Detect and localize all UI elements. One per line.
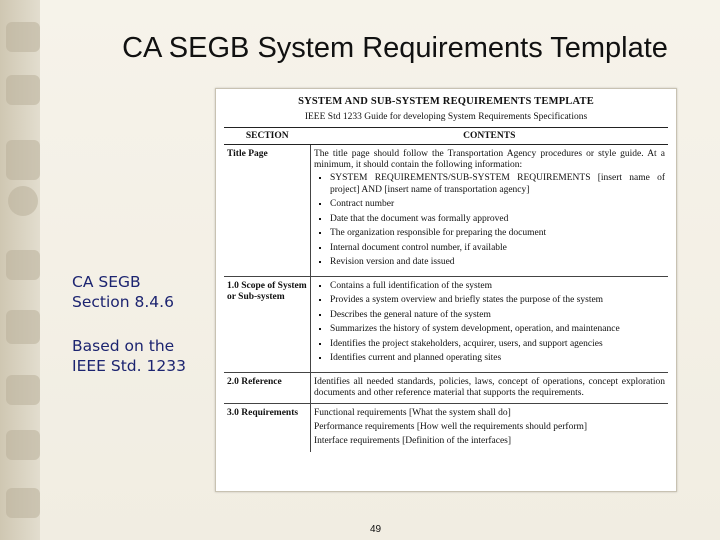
contents-cell [311,276,669,372]
list-item: ▪ The organization responsible for preparing the document [330,228,665,239]
medical-cross-icon [6,430,40,460]
road-icon [6,75,40,105]
list-item: ▪ Summarizes the history of system development, operation, and maintenance [330,324,665,335]
vehicle-icon [6,375,40,405]
bus-icon [6,140,40,180]
list-item: ▪ Revision version and date issued [330,257,665,268]
list-item: ▪ Internal document control number, if available [330,243,665,254]
list-item: ▪ Provides a system overview and briefly states the purpose of the system [330,295,665,306]
table-row [224,404,668,452]
contents-cell: Identifies all needed standards, policies, laws, concept of operations, concept exploration documents and other reference material that supports the requirements. [311,372,669,403]
bicycle-icon [6,310,40,344]
section-cell: Title Page [224,145,311,277]
document-subheading: IEEE Std 1233 Guide for developing System Requirements Specifications [304,112,588,122]
section-cell: 1.0 Scope of System or Sub-system [224,276,311,372]
list-item: ▪ Contains a full identification of the system [330,281,665,292]
train-icon [6,488,40,518]
table-row [224,276,668,372]
column-header-section: SECTION [224,128,311,145]
table-row [224,372,668,403]
contents-cell: Functional requirements [What the system shall do] Performance requirements [How well the requirements should perform] Interface requirements [Definition of the interfaces] [314,408,588,447]
table-row [224,145,668,277]
standard-reference-note: Based on the IEEE Std. 1233 [72,337,186,375]
list-item: ▪ Identifies current and planned operating sites [330,353,665,364]
section-reference-note: CA SEGB Section 8.4.6 [72,273,174,311]
requirements-table [224,127,668,452]
help-icon [8,186,38,216]
template-document-image [215,88,677,492]
column-header-contents: CONTENTS [311,128,669,145]
contents-cell: The title page should follow the Transportation Agency procedures or style guide. At a minimum, it should contain the following information: ▪ SYSTEM REQUIREMENTS/SUB-SYSTEM REQUIREMENTS [insert name of project] AND [insert name of transportation agency] ▪ Contract number ▪ Date that the document was formally approved ▪ The organization responsible for preparing the document ▪ Internal document control number, if available ▪ Revision version and date issued [311,145,669,277]
section-cell: 3.0 Requirements [224,404,311,452]
table-header-row [224,128,668,145]
traffic-icon [6,250,40,280]
list-item: ▪ Contract number [330,199,665,210]
transit-icon [6,22,40,52]
list-item: ▪ Identifies the project stakeholders, acquirer, users, and support agencies [330,339,665,350]
list-item: ▪ Describes the general nature of the system [330,310,665,321]
section-cell: 2.0 Reference [224,372,311,403]
slide-title: CA SEGB System Requirements Template [122,32,668,64]
page-number: 49 [370,524,382,535]
document-heading: SYSTEM AND SUB-SYSTEM REQUIREMENTS TEMPLATE [298,96,594,107]
list-item: ▪ Date that the document was formally approved [330,214,665,225]
list-item: ▪ SYSTEM REQUIREMENTS/SUB-SYSTEM REQUIREMENTS [insert name of project] AND [insert name of transportation agency] [330,173,665,195]
